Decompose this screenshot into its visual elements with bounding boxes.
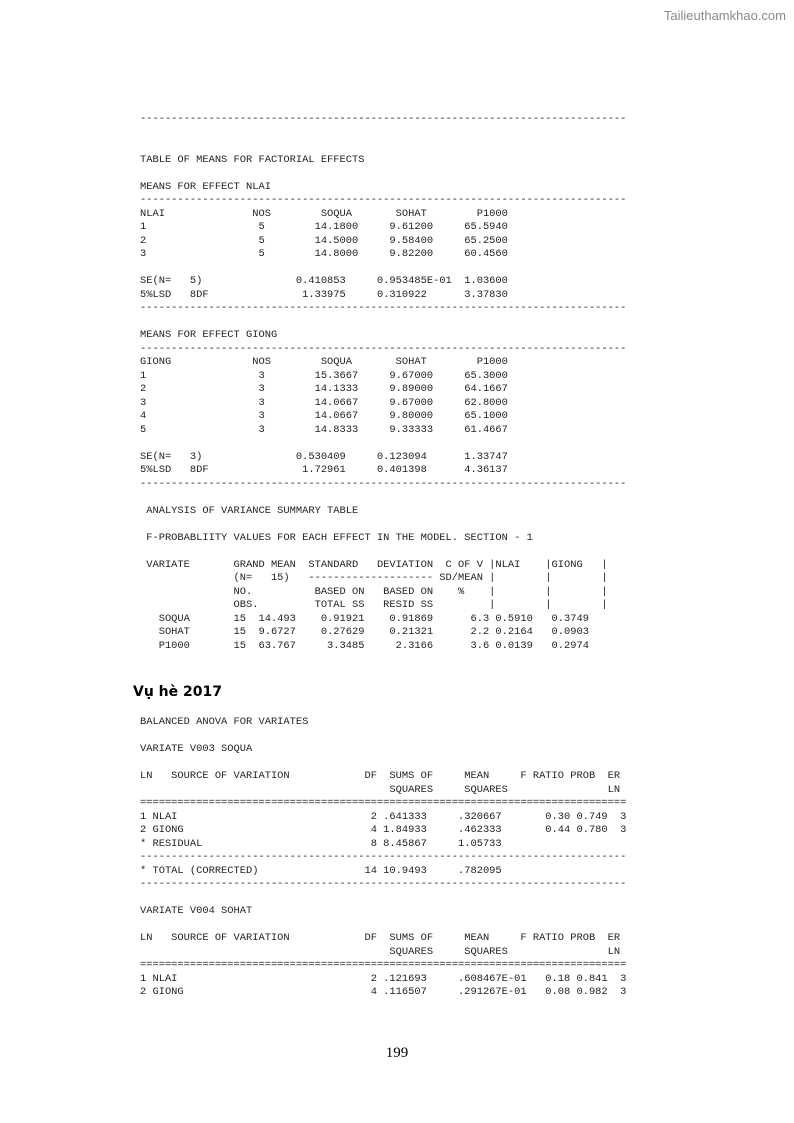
page-number: 199 xyxy=(385,1045,409,1061)
watermark: Tailieuthamkhao.com xyxy=(663,8,786,23)
section-heading: Vụ hè 2017 xyxy=(133,684,222,700)
means-and-anova-summary-block: ------------------------------------------------------------------------------ TABLE OF MEANS FOR FACTORIAL EFFECTS MEANS FOR EFFECT NLAI ------------------------------------------------------------------------------ NLAI NOS SOQUA SOHAT P1000 1 5 14.1800 9.61200 65.5940 2 5 14.5000 9.58400 65.2500 3 5 14.8000 9.82200 60.4560 SE(N= 5) 0.410853 0.953485E-01 1.03600 5%LSD 8DF 1.33975 0.310922 3.37830 ------------------------------------------------------------------------------ MEANS FOR EFFECT GIONG ------------------------------------------------------------------------------ GIONG NOS SOQUA SOHAT P1000 1 3 15.3667 9.67000 65.3000 2 3 14.1333 9.89000 64.1667 3 3 14.0667 9.67000 62.8000 4 3 14.0667 9.80000 65.1000 5 3 14.8333 9.33333 61.4667 SE(N= 3) 0.530409 0.123094 1.33747 5%LSD 8DF 1.72961 0.401398 4.36137 ------------------------------------------------------------------------------ ANALYSIS OF VARIANCE SUMMARY TABLE F-PROBABLIITY VALUES FOR EACH EFFECT IN THE MODEL. SECTION - 1 VARIATE GRAND MEAN STANDARD DEVIATION C OF V |NLAI |GIONG | (N= 15) -------------------- SD/MEAN | | | NO. BASED ON BASED ON % | | | OBS. TOTAL SS RESID SS | | | SOQUA 15 14.493 0.91921 0.91869 6.3 0.5910 0.3749 SOHAT 15 9.6727 0.27629 0.21321 2.2 0.2164 0.0903 P1000 15 63.767 3.3485 2.3166 3.6 0.0139 0.2974 xyxy=(140,113,627,652)
balanced-anova-block: BALANCED ANOVA FOR VARIATES VARIATE V003 SOQUA LN SOURCE OF VARIATION DF SUMS OF MEAN F RATIO PROB ER SQUARES SQUARES LN ============================================================================== 1 NLAI 2 .641333 .320667 0.30 0.749 3 2 GIONG 4 1.84933 .462333 0.44 0.780 3 * RESIDUAL 8 8.45867 1.05733 ------------------------------------------------------------------------------ * TOTAL (CORRECTED) 14 10.9493 .782095 ------------------------------------------------------------------------------ VARIATE V004 SOHAT LN SOURCE OF VARIATION DF SUMS OF MEAN F RATIO PROB ER SQUARES SQUARES LN ============================================================================== 1 NLAI 2 .121693 .608467E-01 0.18 0.841 3 2 GIONG 4 .116507 .291267E-01 0.08 0.982 3 xyxy=(140,716,627,998)
